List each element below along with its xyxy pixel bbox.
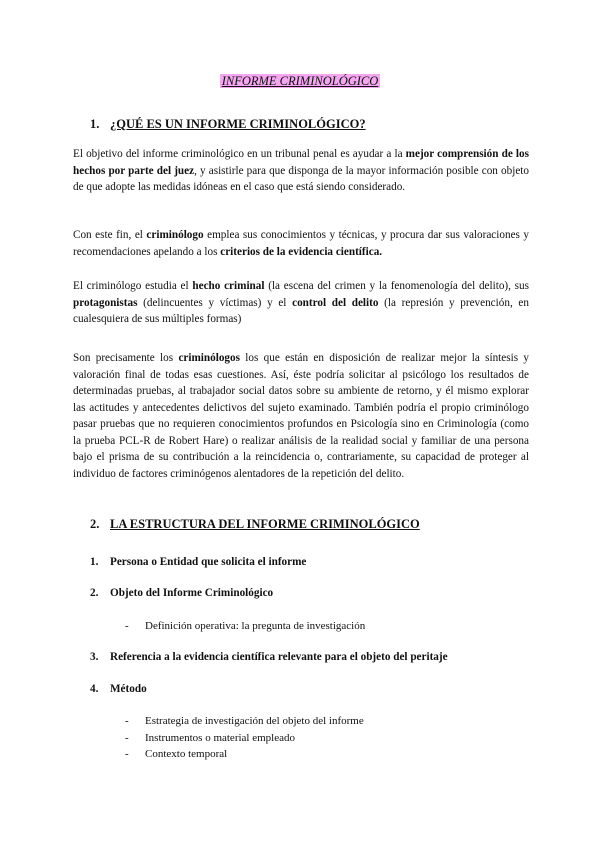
structure-item-1 <box>90 556 306 568</box>
section-2-number: 2. <box>90 517 100 531</box>
bullet-text: Contexto temporal <box>145 748 228 760</box>
section-1-heading <box>90 117 366 132</box>
structure-item-3 <box>90 651 448 663</box>
bullet-item <box>125 618 365 635</box>
bold-term: hecho criminal <box>192 280 265 292</box>
bullet-dash: - <box>125 748 129 760</box>
structure-item-number: 3. <box>90 651 99 663</box>
section-1-title: ¿QUÉ ES UN INFORME CRIMINOLÓGICO? <box>110 117 366 131</box>
bullet-item <box>125 746 364 763</box>
structure-item-label: Objeto del Informe Criminológico <box>110 587 274 599</box>
bullet-item <box>125 730 364 747</box>
structure-item-2 <box>90 587 273 599</box>
bold-term: mejor comprensión de los hechos por parte del juez <box>73 148 529 177</box>
bold-term: criminólogo <box>146 229 204 241</box>
structure-item-label: Referencia a la evidencia científica relevante para el objeto del peritaje <box>110 651 448 663</box>
bullet-text: Estrategia de investigación del objeto del informe <box>145 715 364 727</box>
bullet-dash: - <box>125 731 129 744</box>
bullet-text: Instrumentos o material empleado <box>145 731 295 744</box>
section-2-heading <box>90 517 420 532</box>
structure-item-number: 4. <box>90 683 99 695</box>
structure-item-4 <box>90 683 147 695</box>
document-title <box>0 74 600 89</box>
section-2-title: LA ESTRUCTURA DEL INFORME CRIMINOLÓGICO <box>110 517 420 531</box>
paragraph-objective: El objetivo del informe criminológico en un tribunal penal es ayudar a la mejor comprensión de los hechos por parte del juez, y asistirle para que disponga de la mayor información posible con objeto de que adopte las medidas idóneas en el caso que está siendo considerado. <box>73 148 529 193</box>
structure-item-number: 1. <box>90 556 99 568</box>
paragraph-study: El criminólogo estudia el hecho criminal (la escena del crimen y la fenomenología del delito), sus protagonistas (delincuentes y víctimas) y el control del delito (la represión y prevención, en cualesquiera de sus múltiples formas) <box>73 280 529 325</box>
bullet-dash: - <box>125 620 129 632</box>
paragraph-criminologist: Con este fin, el criminólogo emplea sus conocimientos y técnicas, y procura dar sus valoraciones y recomendaciones apelando a los criterios de la evidencia científica. <box>73 229 529 258</box>
bold-term: criterios de la evidencia científica. <box>220 245 383 258</box>
bullet-dash: - <box>125 715 129 727</box>
item-2-bullet-list <box>125 618 365 635</box>
bullet-text: Definición operativa: la pregunta de investigación <box>145 620 366 632</box>
structure-item-label: Método <box>110 683 147 695</box>
section-1-number: 1. <box>90 117 100 131</box>
document-title-text: INFORME CRIMINOLÓGICO <box>221 74 379 88</box>
bold-term: criminólogos <box>178 352 240 364</box>
paragraph-synthesis: Son precisamente los criminólogos los que están en disposición de realizar mejor la síntesis y valoración final de todas esas cuestiones. Así, éste podría solicitar al psicólogo los resultados de determinadas pruebas, al trabajador social datos sobre su ambiente de retorno, y él mismo explorar las actitudes y antecedentes delictivos del sujeto examinado. También podría el propio criminólogo pasar pruebas que no requieren conocimientos profundos en Psicología sino en Criminología (como la prueba PCL-R de Robert Hare) o realizar análisis de la realidad social y familiar de una persona bajo el prisma de su contribución a la reincidencia o, contrariamente, su capacidad de proteger al individuo de factores criminógenos alentadores de la repetición del delito. <box>73 352 529 480</box>
item-4-bullet-list <box>125 713 364 763</box>
bold-term: control del delito <box>292 296 379 309</box>
bullet-item <box>125 713 364 730</box>
structure-item-number: 2. <box>90 587 99 599</box>
bold-term: protagonistas <box>73 296 138 309</box>
structure-item-label: Persona o Entidad que solicita el informe <box>110 556 307 568</box>
